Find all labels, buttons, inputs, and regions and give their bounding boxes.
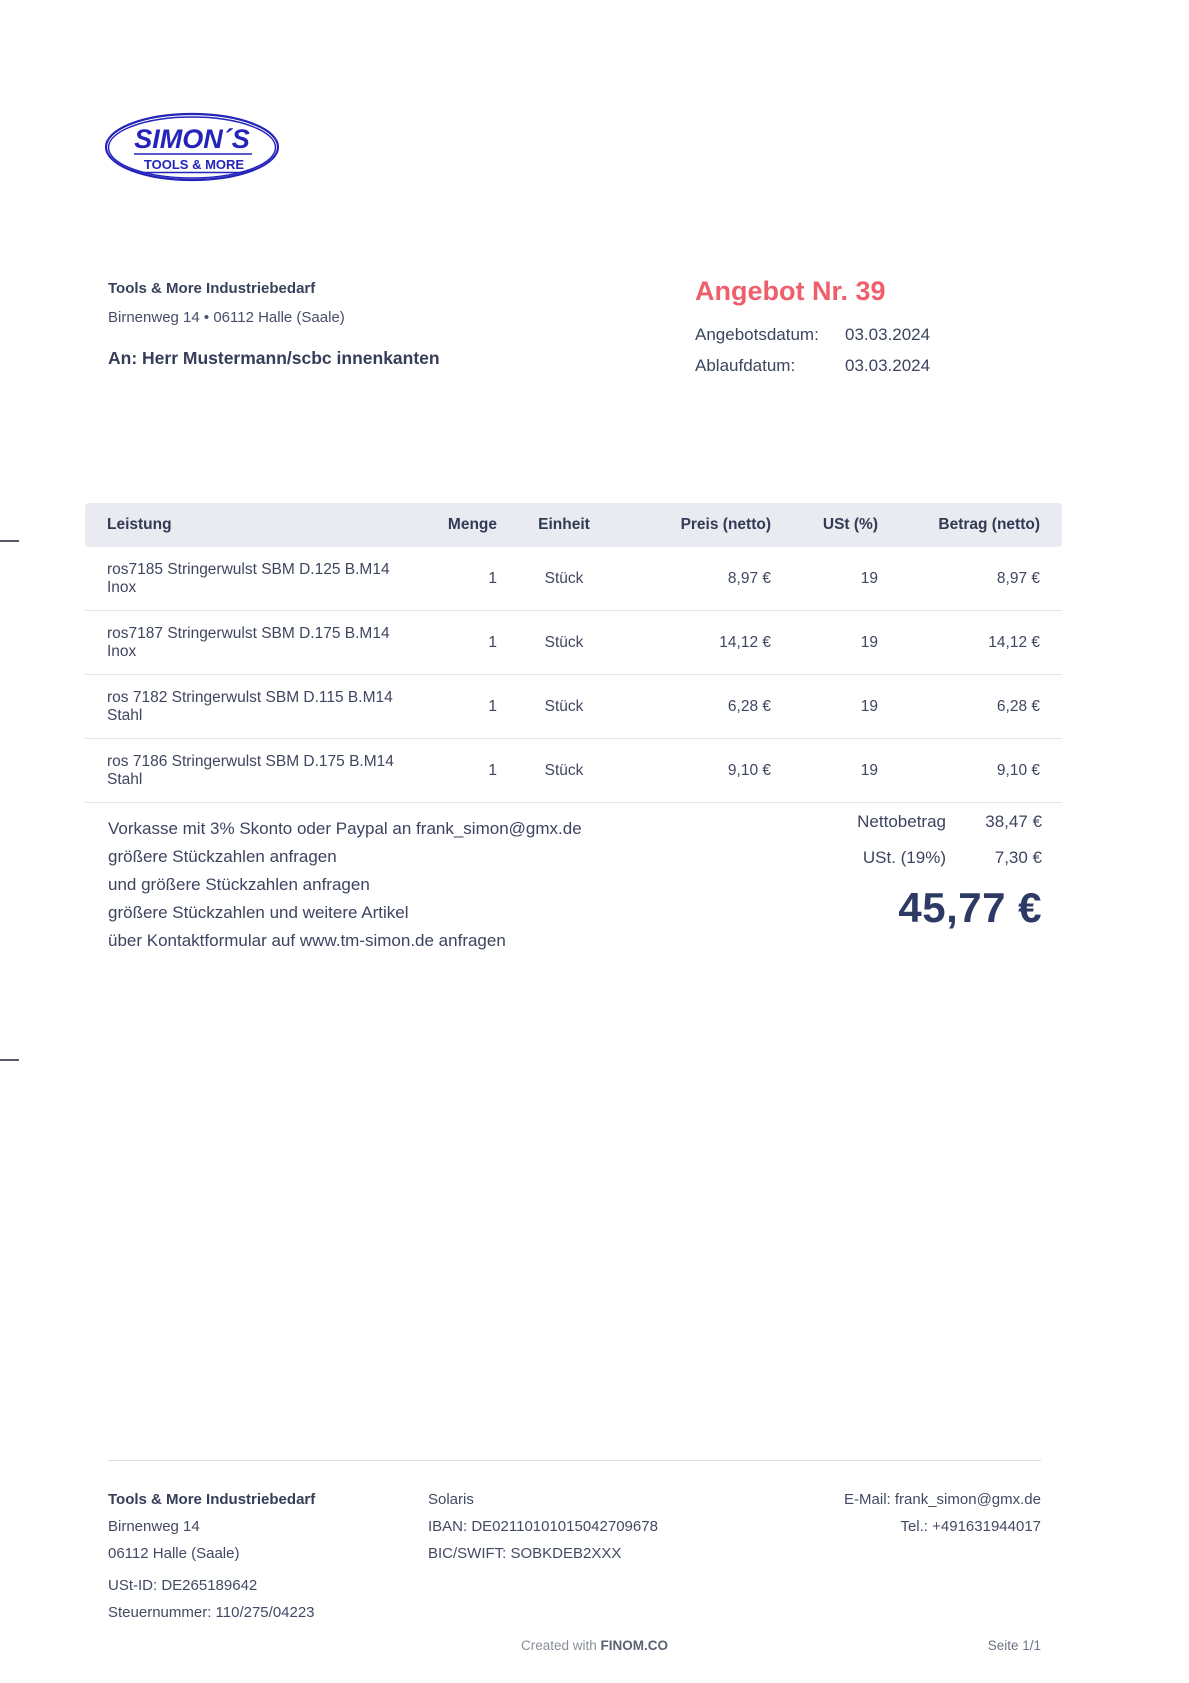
row-einheit: Stück <box>544 697 584 715</box>
simons-logo-graphic <box>102 110 282 185</box>
offer-expiry-label: Ablaufdatum: <box>695 356 796 375</box>
row-ust: 19 <box>860 761 878 779</box>
note-line: größere Stückzahlen und weitere Artikel <box>108 903 409 922</box>
footer-bank-name: Solaris <box>428 1491 474 1508</box>
row-leistung: ros 7182 Stringerwulst SBM D.115 B.M14 Stahl <box>107 688 393 724</box>
footer-vat-id: USt-ID: DE265189642 <box>108 1577 258 1594</box>
sender-name: Tools & More Industriebedarf <box>108 280 316 297</box>
recipient-line: An: Herr Mustermann/scbc innenkanten <box>108 348 440 368</box>
logo-tagline-text: TOOLS & MORE <box>143 157 245 172</box>
items-table <box>85 503 1062 803</box>
net-total-label: Nettobetrag <box>857 812 946 831</box>
fold-mark-bottom <box>0 1059 19 1061</box>
simons-logo <box>102 110 282 185</box>
row-preis: 9,10 € <box>727 761 771 779</box>
row-einheit: Stück <box>544 569 584 587</box>
footer-contact-column <box>844 1486 1041 1540</box>
footer-company-name: Tools & More Industriebedarf <box>108 1491 316 1508</box>
row-betrag: 8,97 € <box>996 569 1040 587</box>
vat-value: 7,30 € <box>994 848 1042 867</box>
offer-date-label: Angebotsdatum: <box>695 325 819 344</box>
note-line: über Kontaktformular auf www.tm-simon.de anfragen <box>108 931 506 950</box>
row-ust: 19 <box>860 697 878 715</box>
table-row <box>85 739 1062 803</box>
row-ust: 19 <box>860 569 878 587</box>
offer-date-value: 03.03.2024 <box>845 325 931 344</box>
footer-bic: BIC/SWIFT: SOBKDEB2XXX <box>428 1545 622 1562</box>
col-header-menge: Menge <box>447 516 497 533</box>
footer-company-street: Birnenweg 14 <box>108 1518 200 1535</box>
table-row <box>85 547 1062 611</box>
net-total-value: 38,47 € <box>985 812 1042 831</box>
col-header-preis: Preis (netto) <box>680 516 771 533</box>
footer-email: E-Mail: frank_simon@gmx.de <box>844 1491 1041 1508</box>
note-line: größere Stückzahlen anfragen <box>108 847 337 866</box>
footer-company-city: 06112 Halle (Saale) <box>108 1545 240 1562</box>
grand-total-value: 45,77 € <box>898 884 1042 931</box>
created-with-prefix: Created with <box>520 1638 601 1653</box>
payment-notes <box>108 815 582 955</box>
offer-dates <box>695 325 930 387</box>
col-header-betrag: Betrag (netto) <box>938 516 1040 533</box>
col-header-einheit: Einheit <box>538 516 590 533</box>
row-preis: 8,97 € <box>727 569 771 587</box>
offer-title: Angebot Nr. 39 <box>695 276 886 306</box>
table-row <box>85 675 1062 739</box>
note-line: und größere Stückzahlen anfragen <box>108 875 370 894</box>
note-line: Vorkasse mit 3% Skonto oder Paypal an frank_simon@gmx.de <box>108 819 582 838</box>
row-preis: 6,28 € <box>727 697 771 715</box>
row-leistung: ros7185 Stringerwulst SBM D.125 B.M14 Inox <box>107 560 390 596</box>
col-header-leistung: Leistung <box>107 516 172 533</box>
vat-label: USt. (19%) <box>862 848 946 867</box>
totals-block <box>712 812 1042 932</box>
row-preis: 14,12 € <box>719 633 771 651</box>
logo-name-text: SIMON´S <box>134 124 250 154</box>
footer-bank-column <box>428 1486 658 1567</box>
footer-divider <box>108 1460 1041 1461</box>
table-header-row <box>85 503 1062 547</box>
row-einheit: Stück <box>544 633 584 651</box>
row-menge: 1 <box>488 569 497 587</box>
row-betrag: 14,12 € <box>988 633 1040 651</box>
table-row <box>85 611 1062 675</box>
offer-expiry-value: 03.03.2024 <box>845 356 931 375</box>
footer-tax-number: Steuernummer: 110/275/04223 <box>108 1604 315 1621</box>
page-number: Seite 1/1 <box>987 1638 1041 1653</box>
col-header-ust: USt (%) <box>822 516 878 533</box>
fold-mark-top <box>0 540 19 542</box>
footer-iban: IBAN: DE02110101015042709678 <box>428 1518 658 1535</box>
sender-address: Birnenweg 14 • 06112 Halle (Saale) <box>108 309 345 326</box>
row-leistung: ros7187 Stringerwulst SBM D.175 B.M14 Inox <box>107 624 390 660</box>
row-menge: 1 <box>488 697 497 715</box>
footer-phone: Tel.: +491631944017 <box>900 1518 1041 1535</box>
row-ust: 19 <box>860 633 878 651</box>
row-einheit: Stück <box>544 761 584 779</box>
row-menge: 1 <box>488 761 497 779</box>
row-betrag: 9,10 € <box>996 761 1040 779</box>
row-leistung: ros 7186 Stringerwulst SBM D.175 B.M14 Stahl <box>107 752 394 788</box>
created-with-brand: FINOM.CO <box>600 1638 669 1653</box>
row-menge: 1 <box>488 633 497 651</box>
footer-company-column <box>108 1486 315 1626</box>
row-betrag: 6,28 € <box>996 697 1040 715</box>
